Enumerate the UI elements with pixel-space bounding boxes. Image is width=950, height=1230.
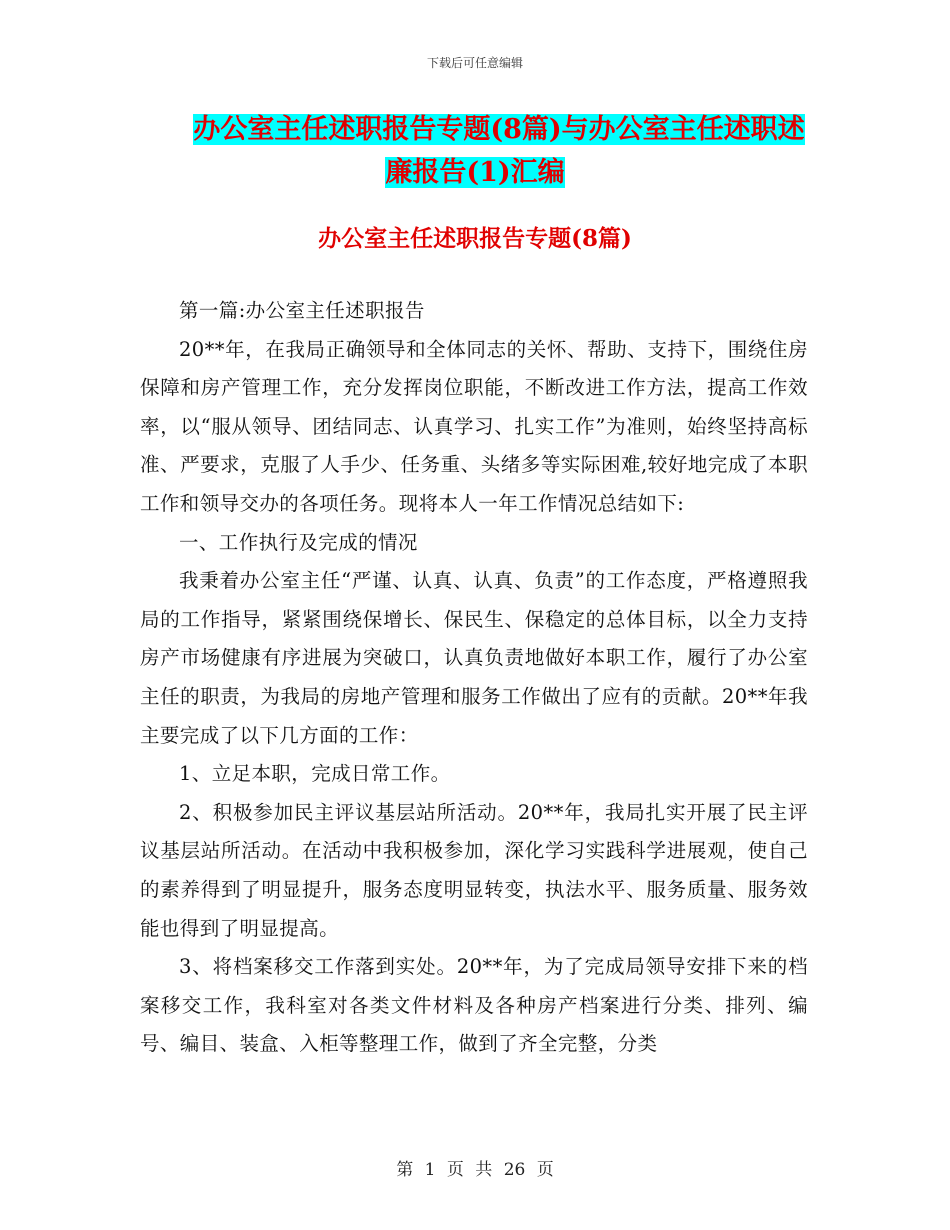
document-title-line-1 xyxy=(0,110,950,150)
header-note: 下载后可任意编辑 xyxy=(426,56,523,70)
paragraph: 一、工作执行及完成的情况 xyxy=(179,530,418,554)
paragraph: 我秉着办公室主任“严谨、认真、认真、负责”的工作态度，严格遵照我局的工作指导，紧紧围绕保增长、保民生、保稳定的总体目标，以全力支持房产市场健康有序进展为突破口，认真负责地做好本职工作，履行了办公室主任的职责，为我局的房地产管理和服务工作做出了应有的贡献。20**年我主要完成了以下几方面的工作： xyxy=(140,569,808,747)
page-footer: 第 1 页 共 26 页 xyxy=(396,1160,554,1180)
paragraph: 2、积极参加民主评议基层站所活动。20**年，我局扎实开展了民主评议基层站所活动。在活动中我积极参加，深化学习实践科学进展观，使自己的素养得到了明显提升，服务态度明显转变，执法水平、服务质量、服务效能也得到了明显提高。 xyxy=(140,800,808,940)
document-title-text-1: 办公室主任述职报告专题(8篇)与办公室主任述职述 xyxy=(193,114,805,145)
paragraph: 1、立足本职，完成日常工作。 xyxy=(179,762,451,786)
paragraph: 3、将档案移交工作落到实处。20**年，为了完成局领导安排下来的档案移交工作，我科室对各类文件材料及各种房产档案进行分类、排列、编号、编目、装盒、入柜等整理工作，做到了齐全完整，分类 xyxy=(140,955,808,1056)
document-body xyxy=(140,292,808,1064)
paragraph: 第一篇:办公室主任述职报告 xyxy=(179,299,425,322)
paragraph: 20**年，在我局正确领导和全体同志的关怀、帮助、支持下，围绕住房保障和房产管理工作，充分发挥岗位职能，不断改进工作方法，提高工作效率，以“服从领导、团结同志、认真学习、扎实工作”为准则，始终坚持高标准、严要求，克服了人手少、任务重、头绪多等实际困难,较好地完成了本职工作和领导交办的各项任务。现将本人一年工作情况总结如下: xyxy=(140,337,808,515)
document-title-line-2 xyxy=(0,153,950,193)
document-title-text-2: 廉报告(1)汇编 xyxy=(385,157,565,188)
section-title: 办公室主任述职报告专题(8篇) xyxy=(318,225,632,252)
